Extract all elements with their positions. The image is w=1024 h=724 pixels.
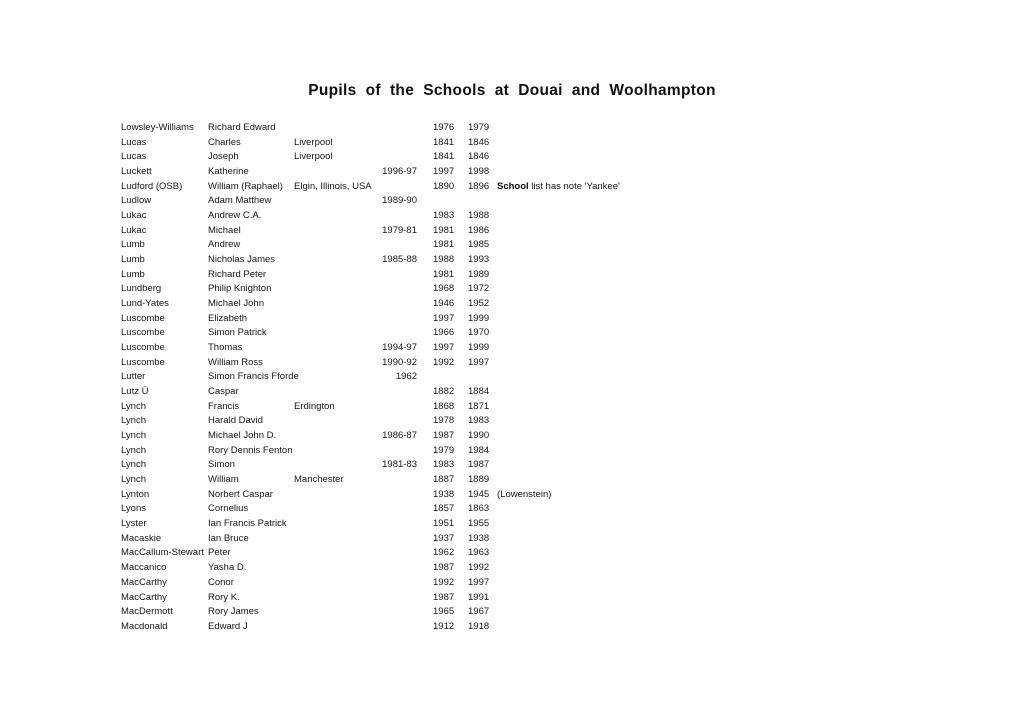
cell-surname: Luscombe xyxy=(121,312,165,324)
cell-year-left: 1984 xyxy=(468,444,490,456)
cell-year-left: 1871 xyxy=(468,400,490,412)
table-row xyxy=(0,180,1024,195)
cell-given-names: Andrew C.A. xyxy=(208,210,262,222)
cell-year-left: 1992 xyxy=(468,562,490,574)
cell-year-entered: 1882 xyxy=(433,386,455,398)
table-row xyxy=(0,253,1024,268)
cell-given-names: Michael John xyxy=(208,298,264,310)
cell-place: Erdington xyxy=(294,400,335,412)
cell-given-names: Philip Knighton xyxy=(208,283,272,295)
cell-given-names: Michael xyxy=(208,224,241,236)
table-row xyxy=(0,282,1024,297)
cell-given-names: Richard Edward xyxy=(208,122,276,133)
note-bold-text: School xyxy=(497,180,529,192)
table-row xyxy=(0,209,1024,224)
cell-given-names: Joseph xyxy=(208,151,239,163)
table-row xyxy=(0,532,1024,547)
cell-year-left: 1987 xyxy=(468,459,490,471)
table-row xyxy=(0,356,1024,371)
cell-year-left: 1955 xyxy=(468,518,490,530)
cell-given-names: Yasha D. xyxy=(208,562,247,574)
cell-given-names: Edward J xyxy=(208,620,248,632)
cell-given-names: Peter xyxy=(208,547,231,559)
cell-year-entered: 1965 xyxy=(433,606,455,618)
cell-year-entered: 1978 xyxy=(433,415,455,427)
table-row xyxy=(0,326,1024,341)
table-row xyxy=(0,268,1024,283)
cell-prep-years: 1979-81 xyxy=(382,224,417,236)
table-row xyxy=(0,370,1024,385)
cell-year-entered: 1981 xyxy=(433,224,455,236)
cell-surname: Lynch xyxy=(121,459,146,471)
table-row xyxy=(0,400,1024,415)
cell-year-left: 1884 xyxy=(468,386,490,398)
table-row xyxy=(0,502,1024,517)
cell-year-left: 1990 xyxy=(468,430,490,442)
cell-year-left: 1863 xyxy=(468,503,490,515)
cell-year-left: 1972 xyxy=(468,283,490,295)
cell-given-names: Simon xyxy=(208,459,235,471)
table-row xyxy=(0,429,1024,444)
table-row xyxy=(0,194,1024,209)
cell-surname: Lundberg xyxy=(121,283,162,295)
cell-surname: Lumb xyxy=(121,239,145,251)
cell-year-entered: 1983 xyxy=(433,459,455,471)
table-row xyxy=(0,121,1024,136)
table-row xyxy=(0,414,1024,429)
cell-year-entered: 1938 xyxy=(433,488,455,500)
cell-surname: Lucas xyxy=(121,136,147,148)
cell-given-names: Elizabeth xyxy=(208,312,248,324)
cell-given-names: Simon Francis Fforde xyxy=(208,371,299,383)
cell-year-entered: 1962 xyxy=(433,547,455,559)
cell-note: School list has note 'Yankee' xyxy=(497,180,620,192)
cell-year-entered: 1887 xyxy=(433,474,455,486)
cell-given-names: Nicholas James xyxy=(208,254,276,266)
cell-year-entered: 1987 xyxy=(433,591,455,603)
cell-year-entered: 1976 xyxy=(433,122,455,133)
table-row xyxy=(0,444,1024,459)
cell-year-left: 1988 xyxy=(468,210,490,222)
cell-year-entered: 1997 xyxy=(433,342,455,354)
cell-given-names: Michael John D. xyxy=(208,430,277,442)
cell-year-entered: 1979 xyxy=(433,444,455,456)
table-row xyxy=(0,488,1024,503)
cell-given-names: Francis xyxy=(208,400,240,412)
cell-year-entered: 1981 xyxy=(433,239,455,251)
cell-year-left: 1918 xyxy=(468,620,490,632)
table-row xyxy=(0,341,1024,356)
cell-year-entered: 1987 xyxy=(433,430,455,442)
cell-surname: MacCarthy xyxy=(121,591,167,603)
cell-year-entered: 1997 xyxy=(433,312,455,324)
cell-year-left: 1986 xyxy=(468,224,490,236)
table-row xyxy=(0,150,1024,165)
cell-year-left: 1846 xyxy=(468,151,490,163)
cell-place: Manchester xyxy=(294,474,344,486)
cell-surname: Lynch xyxy=(121,444,146,456)
cell-year-left: 1846 xyxy=(468,136,490,148)
table-row xyxy=(0,576,1024,591)
cell-given-names: Andrew xyxy=(208,239,241,251)
cell-surname: Lucas xyxy=(121,151,147,163)
cell-prep-years: 1985-88 xyxy=(382,254,417,266)
cell-year-left: 1952 xyxy=(468,298,490,310)
cell-place: Liverpool xyxy=(294,151,333,163)
cell-year-entered: 1857 xyxy=(433,503,455,515)
cell-surname: Luckett xyxy=(121,166,152,178)
cell-year-entered: 1992 xyxy=(433,576,455,588)
cell-given-names: William xyxy=(208,474,239,486)
cell-year-left: 1938 xyxy=(468,532,490,544)
table-row xyxy=(0,473,1024,488)
table-row xyxy=(0,517,1024,532)
cell-prep-years: 1994-97 xyxy=(382,342,417,354)
cell-surname: Ludlow xyxy=(121,195,152,207)
cell-surname: Lynch xyxy=(121,400,146,412)
cell-surname: Lynch xyxy=(121,430,146,442)
cell-surname: Macaskie xyxy=(121,532,162,544)
cell-year-entered: 1966 xyxy=(433,327,455,339)
cell-surname: Ludford (OSB) xyxy=(121,180,183,192)
cell-given-names: William Ross xyxy=(208,356,263,368)
cell-prep-years: 1986-87 xyxy=(382,430,417,442)
cell-surname: Macdonald xyxy=(121,620,168,632)
cell-given-names: Harald David xyxy=(208,415,263,427)
cell-year-entered: 1987 xyxy=(433,562,455,574)
cell-surname: Lynch xyxy=(121,415,146,427)
cell-given-names: Thomas xyxy=(208,342,243,354)
cell-surname: MacCallum-Stewart xyxy=(121,547,204,559)
cell-year-left: 1997 xyxy=(468,576,490,588)
cell-given-names: Norbert Caspar xyxy=(208,488,273,500)
cell-surname: Lukac xyxy=(121,224,147,236)
cell-year-left: 1999 xyxy=(468,342,490,354)
cell-year-left: 1985 xyxy=(468,239,490,251)
cell-year-entered: 1992 xyxy=(433,356,455,368)
table-row xyxy=(0,136,1024,151)
cell-year-entered: 1981 xyxy=(433,268,455,280)
cell-year-left: 1889 xyxy=(468,474,490,486)
cell-given-names: Richard Peter xyxy=(208,268,267,280)
cell-surname: Lyster xyxy=(121,518,147,530)
cell-year-entered: 1912 xyxy=(433,620,455,632)
cell-surname: Lyons xyxy=(121,503,146,515)
table-row xyxy=(0,165,1024,180)
cell-year-left: 1991 xyxy=(468,591,490,603)
cell-surname: MacDermott xyxy=(121,606,173,618)
cell-note: (Lowenstein) xyxy=(497,488,552,500)
cell-year-entered: 1997 xyxy=(433,166,455,178)
cell-given-names: Katherine xyxy=(208,166,249,178)
table-row xyxy=(0,238,1024,253)
page-title: Pupils of the Schools at Douai and Woolhampton xyxy=(308,82,716,99)
cell-place: Liverpool xyxy=(294,136,333,148)
cell-year-entered: 1983 xyxy=(433,210,455,222)
cell-year-left: 1896 xyxy=(468,180,490,192)
table-row xyxy=(0,591,1024,606)
cell-surname: Lutter xyxy=(121,371,146,383)
cell-year-left: 1967 xyxy=(468,606,490,618)
table-row xyxy=(0,385,1024,400)
cell-year-entered: 1890 xyxy=(433,180,455,192)
cell-surname: Luscombe xyxy=(121,342,165,354)
cell-prep-years: 1990-92 xyxy=(382,356,417,368)
table-row xyxy=(0,546,1024,561)
cell-surname: MacCarthy xyxy=(121,576,167,588)
cell-surname: Luscombe xyxy=(121,356,165,368)
cell-year-left: 1970 xyxy=(468,327,490,339)
cell-surname: Lutz Ü xyxy=(121,386,149,398)
cell-year-left: 1983 xyxy=(468,415,490,427)
cell-year-left: 1989 xyxy=(468,268,490,280)
table-row xyxy=(0,620,1024,635)
cell-surname: Maccanico xyxy=(121,562,167,574)
cell-year-entered: 1968 xyxy=(433,283,455,295)
cell-year-entered: 1868 xyxy=(433,400,455,412)
cell-surname: Lowsley-Williams xyxy=(121,122,194,133)
cell-given-names: Caspar xyxy=(208,386,239,398)
cell-year-left: 1998 xyxy=(468,166,490,178)
table-row xyxy=(0,224,1024,239)
cell-given-names: Simon Patrick xyxy=(208,327,267,339)
table-row xyxy=(0,312,1024,327)
cell-given-names: Rory Dennis Fenton xyxy=(208,444,293,456)
cell-year-left: 1993 xyxy=(468,254,490,266)
cell-year-entered: 1937 xyxy=(433,532,455,544)
cell-given-names: Cornelius xyxy=(208,503,249,515)
cell-prep-years: 1962 xyxy=(395,371,417,383)
cell-prep-years: 1996-97 xyxy=(382,166,417,178)
cell-surname: Luscombe xyxy=(121,327,165,339)
table-row xyxy=(0,561,1024,576)
cell-year-left: 1997 xyxy=(468,356,490,368)
cell-surname: Lukac xyxy=(121,210,147,222)
cell-surname: Lund-Yates xyxy=(121,298,169,310)
cell-year-entered: 1946 xyxy=(433,298,455,310)
cell-given-names: Charles xyxy=(208,136,241,148)
cell-prep-years: 1981-83 xyxy=(382,459,417,471)
cell-year-entered: 1841 xyxy=(433,151,455,163)
cell-place: Elgin, Illinois, USA xyxy=(294,180,372,192)
cell-year-left: 1999 xyxy=(468,312,490,324)
cell-given-names: Adam Matthew xyxy=(208,195,272,207)
table-row xyxy=(0,605,1024,620)
cell-prep-years: 1989-90 xyxy=(382,195,417,207)
cell-given-names: Ian Francis Patrick xyxy=(208,518,287,530)
cell-given-names: Rory K. xyxy=(208,591,240,603)
cell-given-names: Rory James xyxy=(208,606,259,618)
cell-given-names: Conor xyxy=(208,576,234,588)
pupil-table xyxy=(0,121,1024,635)
cell-surname: Lynton xyxy=(121,488,150,500)
cell-year-entered: 1988 xyxy=(433,254,455,266)
table-row xyxy=(0,297,1024,312)
table-row xyxy=(0,458,1024,473)
cell-surname: Lumb xyxy=(121,254,145,266)
cell-surname: Lynch xyxy=(121,474,146,486)
cell-surname: Lumb xyxy=(121,268,145,280)
cell-year-left: 1979 xyxy=(468,122,490,133)
cell-year-entered: 1841 xyxy=(433,136,455,148)
cell-given-names: William (Raphael) xyxy=(208,180,283,192)
cell-year-entered: 1951 xyxy=(433,518,455,530)
cell-year-left: 1945 xyxy=(468,488,490,500)
cell-year-left: 1963 xyxy=(468,547,490,559)
cell-given-names: Ian Bruce xyxy=(208,532,249,544)
